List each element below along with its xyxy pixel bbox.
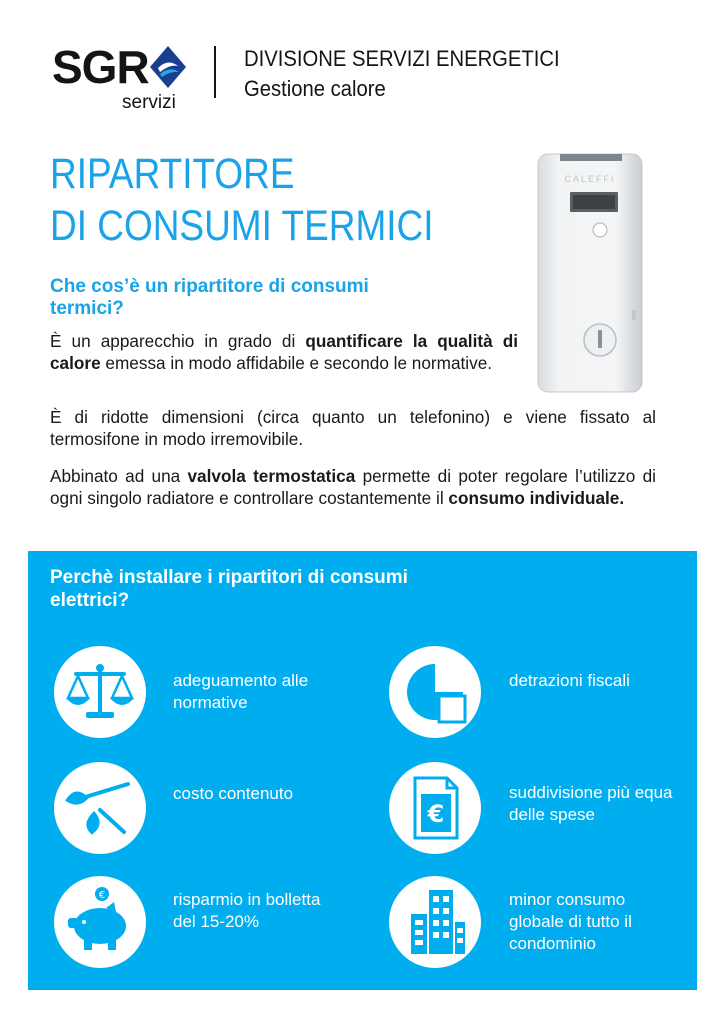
euro-document-icon <box>389 762 481 854</box>
piggy-bank-icon <box>54 876 146 968</box>
intro-paragraph-3: Abbinato ad una valvola termostatica permette di poter regolare l’utilizzo di ogni singolo radiatore e controllare costantemente il consumo individuale. <box>50 466 656 508</box>
emphasis-text: valvola termostatica <box>187 466 356 486</box>
benefit-text-tax: detrazioni fiscali <box>509 671 630 690</box>
scales-icon <box>54 646 146 738</box>
division-subtitle: Gestione calore <box>244 76 386 101</box>
benefit-text-cost: costo contenuto <box>173 784 294 803</box>
coin-euro-symbol: € <box>98 890 106 901</box>
emphasis-text: quantificare la qualità di calore <box>50 331 518 373</box>
division-title: DIVISIONE SERVIZI ENERGETICI <box>244 46 560 71</box>
benefit-text-standards: adeguamento alle normative <box>173 671 309 712</box>
benefit-text-savings: risparmio in bolletta del 15-20% <box>173 890 321 931</box>
intro-heading: Che cos’è un ripartitore di consumi termici? <box>50 276 369 319</box>
benefit-text-fair-split: suddivisione più equa delle spese <box>509 783 673 824</box>
emphasis-text: consumo individuale. <box>448 487 625 508</box>
benefits-heading: Perchè installare i ripartitori di consumi elettrici? <box>50 567 408 611</box>
device-brand-label: CALEFFI <box>564 174 616 184</box>
benefit-text-consumption: minor consumo globale di tutto il condominio <box>509 890 632 953</box>
heat-cost-allocator-image <box>530 150 648 398</box>
page-title-line-1: RIPARTITORE <box>50 150 295 198</box>
pie-chart-icon <box>389 646 481 738</box>
scissors-icon <box>54 762 146 854</box>
buildings-icon <box>389 876 481 968</box>
header-divider <box>214 46 216 98</box>
page-title-line-2: DI CONSUMI TERMICI <box>50 202 434 250</box>
intro-paragraph-2: È di ridotte dimensioni (circa quanto un telefonino) e viene fissato al termosifone in modo irremovibile. <box>50 407 656 449</box>
euro-symbol: € <box>427 800 445 828</box>
logo-diamond-icon <box>148 44 188 90</box>
logo-subtext: servizi <box>122 92 176 113</box>
logo-text: SGR <box>52 41 149 93</box>
intro-paragraph-1: È un apparecchio in grado di quantificare la qualità di calore emessa in modo affidabile e secondo le normative. <box>50 331 518 373</box>
